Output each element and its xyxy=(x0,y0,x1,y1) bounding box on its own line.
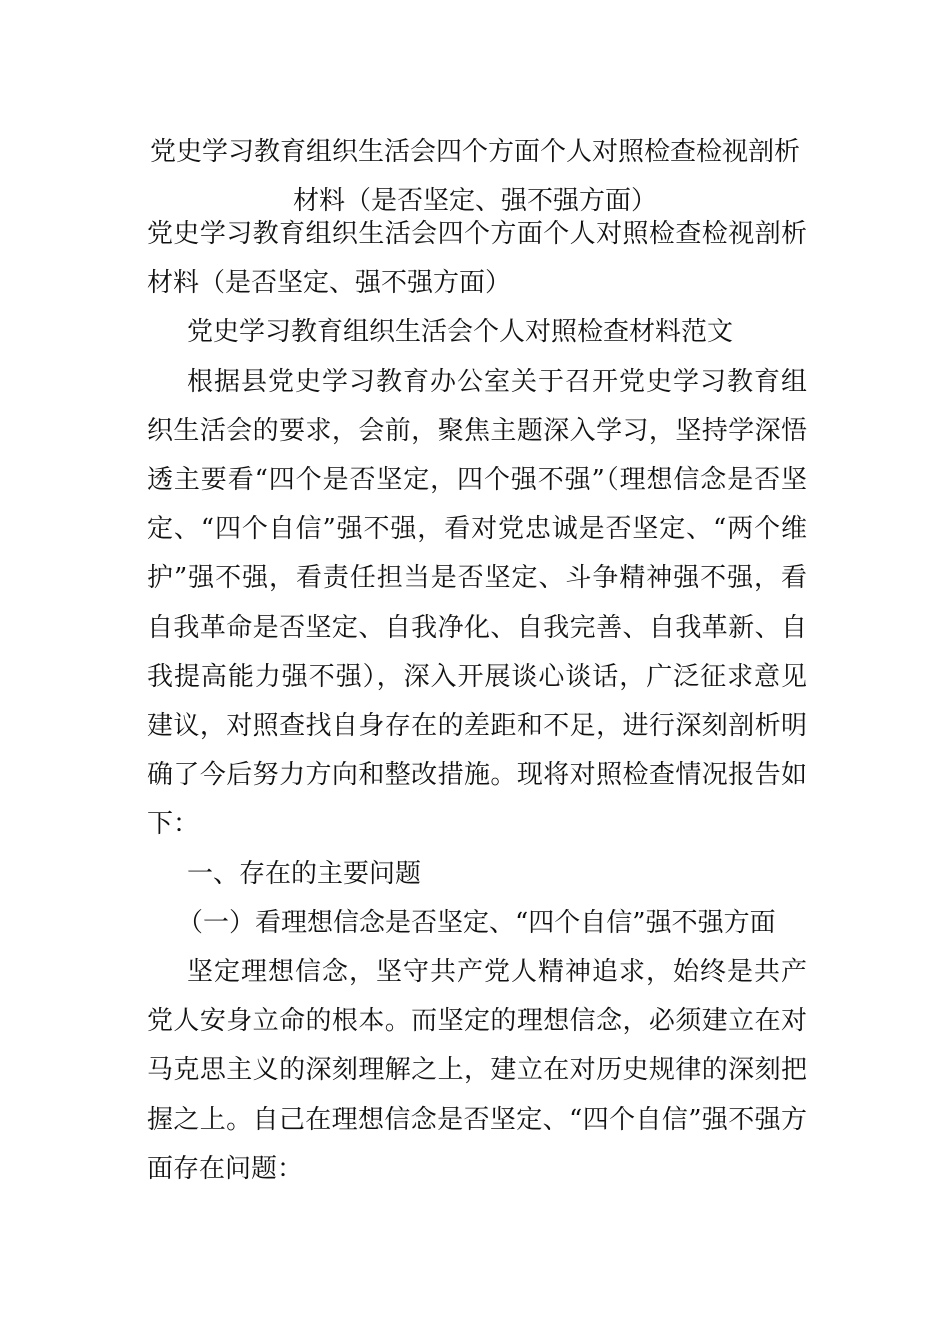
intro-paragraph: 根据县党史学习教育办公室关于召开党史学习教育组织生活会的要求，会前，聚焦主题深入学习，坚持学深悟透主要看“四个是否坚定，四个强不强”（理想信念是否坚定、“四个自信”强不强，看对党忠诚是否坚定、“两个维护”强不强，看责任担当是否坚定、斗争精神强不强，看自我革命是否坚定、自我净化、自我完善、自我革新、自我提高能力强不强），深入开展谈心谈话，广泛征求意见建议，对照查找自身存在的差距和不足，进行深刻剖析明确了今后努力方向和整改措施。现将对照检查情况报告如下： xyxy=(147,366,807,840)
document-body xyxy=(147,210,807,1194)
subsection-heading: （一）看理想信念是否坚定、“四个自信”强不强方面 xyxy=(177,907,776,938)
repeated-heading: 党史学习教育组织生活会四个方面个人对照检查检视剖析材料（是否坚定、强不强方面） xyxy=(147,219,807,299)
document-title-line-1: 党史学习教育组织生活会四个方面个人对照检查检视剖析 xyxy=(149,137,800,167)
section-heading: 一、存在的主要问题 xyxy=(187,858,422,889)
body-paragraph: 坚定理想信念，坚守共产党人精神追求，始终是共产党人安身立命的根本。而坚定的理想信念，必须建立在对马克思主义的深刻理解之上，建立在对历史规律的深刻把握之上。自己在理想信念是否坚定、“四个自信”强不强方面存在问题： xyxy=(147,957,807,1184)
subtitle: 党史学习教育组织生活会个人对照检查材料范文 xyxy=(187,317,734,348)
document-title-line-2: 材料（是否坚定、强不强方面） xyxy=(292,186,657,216)
